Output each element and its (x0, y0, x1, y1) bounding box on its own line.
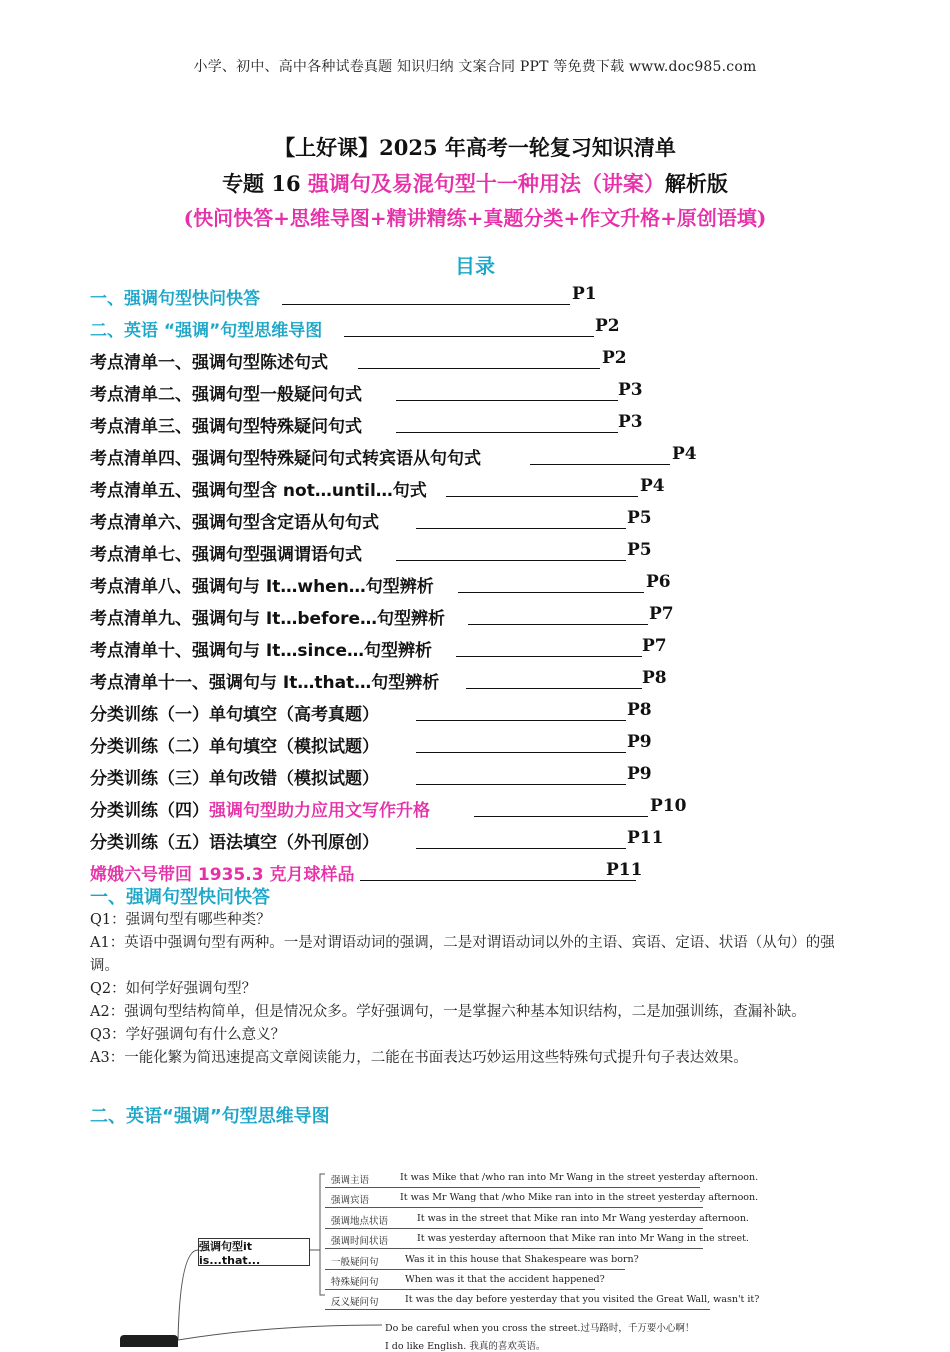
toc-row[interactable] (90, 344, 810, 376)
toc-row[interactable] (90, 536, 810, 568)
toc-entry-text: 一、强调句型快问快答 (90, 289, 260, 309)
toc-entry-text: 嫦娥六号带回 1935.3 克月球样品 (90, 865, 355, 885)
title-topic: 强调句及易混句型十一种用法（讲案） (307, 171, 665, 196)
toc-row[interactable] (90, 472, 810, 504)
mindmap-sub-example: Do be careful when you cross the street.过马路时，千万要小心啊！ (385, 1323, 695, 1334)
toc-entry-text: 考点清单二、强调句型一般疑问句式 (90, 385, 362, 405)
mindmap-branch: 特殊疑问句 When was it that the accident happened? (325, 1272, 815, 1290)
section-heading-qa: 一、强调句型快问快答 (90, 887, 270, 908)
toc-row[interactable] (90, 440, 810, 472)
doc-title-line1: 【上好课】2025 年高考一轮复习知识清单 (274, 135, 676, 160)
toc-entry-text: 考点清单七、强调句型强调谓语句式 (90, 545, 362, 565)
toc-entry-text: 强调句型助力应用文写作升格 (209, 801, 430, 821)
toc-row[interactable] (90, 568, 810, 600)
toc-row[interactable] (90, 728, 810, 760)
toc-entry-page: P11 (627, 828, 664, 848)
question-1: Q1：强调句型有哪些种类？ (90, 912, 271, 928)
toc-entry-text: 分类训练（五）语法填空（外刊原创） (90, 833, 379, 853)
toc-row[interactable] (90, 376, 810, 408)
mindmap-branch: 强调时间状语 It was yesterday afternoon that Mike ran into Mr Wang in the street. (325, 1231, 815, 1249)
toc-row[interactable] (90, 824, 810, 856)
toc-entry-page: P3 (618, 380, 643, 400)
answer-3: A3：一能化繁为简迅速提高文章阅读能力，二能在书面表达巧妙运用这些特殊句式提升句子表达效果。 (90, 1050, 748, 1066)
toc-heading: 目录 (455, 254, 495, 278)
mindmap-branch: 强调主语 It was Mike that /who ran into Mr Wang in the street yesterday afternoon. (325, 1170, 815, 1188)
toc-row[interactable] (90, 504, 810, 536)
mindmap-root: 强调句型it is...that... (198, 1238, 310, 1266)
toc-entry-page: P2 (602, 348, 627, 368)
toc-entry-page: P2 (595, 316, 620, 336)
toc-entry-page: P5 (627, 508, 652, 528)
question-3: Q3：学好强调句有什么意义？ (90, 1027, 286, 1043)
toc-entry-text: 分类训练（三）单句改错（模拟试题） (90, 769, 379, 789)
toc-entry-page: P8 (627, 700, 652, 720)
toc-row[interactable] (90, 632, 810, 664)
site-header-line: 小学、初中、高中各种试卷真题 知识归纳 文案合同 PPT 等免费下载 www.doc985.com (193, 59, 757, 75)
toc-entry-text: 分类训练（一）单句填空（高考真题） (90, 705, 379, 725)
toc-row[interactable] (90, 792, 810, 824)
toc-row[interactable] (90, 664, 810, 696)
toc-entry-page: P4 (672, 444, 697, 464)
mindmap-node-dark (120, 1335, 178, 1347)
toc-entry-page: P11 (606, 860, 643, 880)
toc-entry-page: P1 (572, 284, 597, 304)
toc-entry-page: P9 (627, 764, 652, 784)
mindmap (120, 1160, 760, 1352)
question-2: Q2：如何学好强调句型？ (90, 981, 257, 997)
toc-row[interactable] (90, 760, 810, 792)
mindmap-branch: 一般疑问句 Was it in this house that Shakespeare was born? (325, 1252, 815, 1270)
doc-title-line2 (0, 168, 950, 198)
section-heading-mindmap: 二、英语“强调”句型思维导图 (90, 1106, 330, 1127)
toc-row[interactable] (90, 696, 810, 728)
toc-entry-text: 考点清单十一、强调句与 It…that…句型辨析 (90, 673, 440, 693)
toc-row[interactable] (90, 600, 810, 632)
toc-entry-text: 分类训练（二）单句填空（模拟试题） (90, 737, 379, 757)
toc-entry-page: P9 (627, 732, 652, 752)
toc-entry-prefix: 分类训练（四） (90, 801, 209, 821)
toc-entry-page: P10 (650, 796, 687, 816)
toc-entry-text: 考点清单十、强调句与 It…since…句型辨析 (90, 641, 433, 661)
toc-entry-page: P4 (640, 476, 665, 496)
title-suffix: 解析版 (664, 171, 728, 196)
mindmap-sub-example: I do like English. 我真的喜欢英语。 (385, 1341, 546, 1352)
toc-entry-text: 考点清单五、强调句型含 not…until…句式 (90, 481, 427, 501)
toc-row[interactable] (90, 312, 810, 344)
mindmap-branch: 强调地点状语 It was in the street that Mike ran into Mr Wang yesterday afternoon. (325, 1211, 815, 1229)
toc-entry-text: 考点清单八、强调句与 It…when…句型辨析 (90, 577, 434, 597)
toc-row[interactable] (90, 280, 810, 312)
toc-entry-text: 考点清单四、强调句型特殊疑问句式转宾语从句句式 (90, 449, 481, 469)
toc-entry-text: 考点清单一、强调句型陈述句式 (90, 353, 328, 373)
toc-entry-page: P5 (627, 540, 652, 560)
answer-2: A2：强调句型结构简单，但是情况众多。学好强调句，一是掌握六种基本知识结构，二是加强训练，查漏补缺。 (90, 1004, 806, 1020)
toc-entry-page: P8 (642, 668, 667, 688)
toc-row[interactable] (90, 408, 810, 440)
toc-entry-page: P7 (649, 604, 674, 624)
table-of-contents (90, 280, 810, 888)
answer-1: A1：英语中强调句型有两种。一是对谓语动词的强调，二是对谓语动词以外的主语、宾语、定语、状语（从句）的强调。 (90, 935, 835, 974)
qa-block (90, 909, 858, 1070)
toc-entry-text: 考点清单九、强调句与 It…before…句型辨析 (90, 609, 446, 629)
toc-entry-text: 考点清单三、强调句型特殊疑问句式 (90, 417, 362, 437)
toc-entry-page: P3 (618, 412, 643, 432)
doc-title-line3: (快问快答+思维导图+精讲精练+真题分类+作文升格+原创语填) (183, 206, 767, 230)
mindmap-branch: 强调宾语 It was Mr Wang that /who Mike ran into in the street yesterday afternoon. (325, 1190, 815, 1208)
title-prefix: 专题 16 (222, 171, 308, 196)
toc-entry-page: P7 (642, 636, 667, 656)
toc-entry-text: 考点清单六、强调句型含定语从句句式 (90, 513, 379, 533)
toc-entry-text: 二、英语 “强调”句型思维导图 (90, 321, 323, 341)
mindmap-branch: 反义疑问句 It was the day before yesterday that you visited the Great Wall, wasn't it? (325, 1292, 815, 1310)
toc-entry-page: P6 (646, 572, 671, 592)
